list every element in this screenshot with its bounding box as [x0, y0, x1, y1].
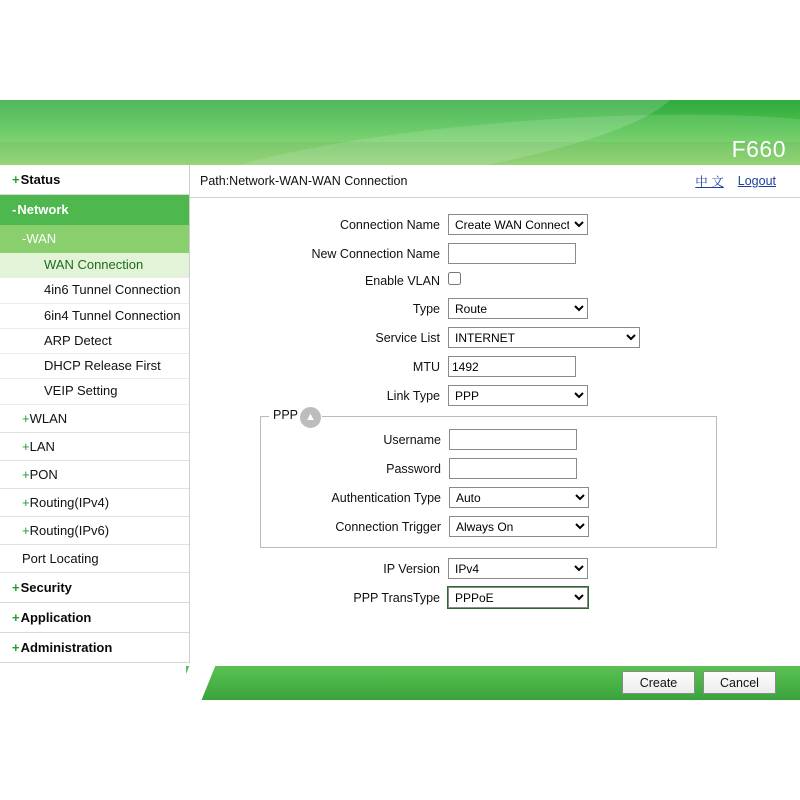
username-input[interactable]	[449, 429, 577, 450]
service-list-select[interactable]	[448, 327, 640, 348]
authentication-type-select[interactable]	[449, 487, 589, 508]
sidebar-item-status[interactable]	[0, 165, 189, 195]
row-type	[190, 298, 800, 319]
sidebar-item-label: WAN	[26, 231, 57, 246]
main-body	[0, 165, 800, 666]
sidebar-item-label: PON	[29, 466, 58, 482]
label-ip-version: IP Version	[383, 561, 440, 576]
row-link-type	[190, 385, 800, 406]
router-admin-window	[0, 100, 800, 700]
password-input[interactable]	[449, 458, 577, 479]
minus-icon: -	[12, 202, 17, 217]
sidebar-item-dhcp-release-first[interactable]: DHCP Release First	[0, 354, 189, 379]
content-area	[190, 165, 800, 666]
row-connection-trigger	[261, 516, 716, 537]
footer-left-white	[0, 666, 186, 700]
ppp-settings-group	[260, 408, 717, 548]
row-ppp-transtype	[190, 587, 800, 608]
row-enable-vlan	[190, 272, 800, 290]
sidebar-item-port-locating[interactable]: Port Locating	[0, 545, 189, 573]
sidebar-navigation	[0, 165, 190, 663]
label-link-type: Link Type	[386, 388, 440, 403]
sidebar-item-network[interactable]	[0, 195, 189, 225]
plus-icon: +	[22, 410, 30, 426]
label-authentication-type: Authentication Type	[331, 490, 441, 505]
sidebar-item-application[interactable]	[0, 603, 189, 633]
new-connection-name-input[interactable]	[448, 243, 576, 264]
sidebar-item-label: Network	[17, 202, 69, 217]
footer-bar	[0, 666, 800, 700]
row-service-list	[190, 327, 800, 348]
sidebar-item-administration[interactable]	[0, 633, 189, 663]
label-type: Type	[412, 301, 440, 316]
plus-icon: +	[12, 172, 20, 187]
cancel-button[interactable]: Cancel	[703, 671, 776, 694]
sidebar-item-lan[interactable]	[0, 433, 189, 461]
sidebar-item-routing-ipv6[interactable]	[0, 517, 189, 545]
ppp-group-legend: PPP	[269, 408, 302, 422]
page-banner	[0, 100, 800, 165]
language-switch-link[interactable]: 中 文	[695, 175, 724, 189]
sidebar-item-label: Security	[20, 579, 72, 595]
row-ip-version	[190, 558, 800, 579]
row-password	[261, 458, 716, 479]
sidebar-item-label: Status	[20, 172, 61, 187]
create-button[interactable]: Create	[622, 671, 695, 694]
sidebar-item-label: Routing(IPv6)	[29, 522, 110, 538]
sidebar-item-wan[interactable]	[0, 225, 189, 253]
plus-icon: +	[22, 438, 30, 454]
plus-icon: +	[12, 609, 20, 625]
connection-trigger-select[interactable]	[449, 516, 589, 537]
label-mtu: MTU	[412, 359, 440, 374]
footer-buttons	[622, 671, 776, 694]
label-new-connection-name: New Connection Name	[311, 246, 440, 261]
sidebar-item-label: WLAN	[29, 410, 68, 426]
plus-icon: +	[12, 579, 20, 595]
plus-icon: +	[12, 639, 20, 655]
breadcrumb-bar	[190, 165, 800, 198]
sidebar-item-routing-ipv4[interactable]	[0, 489, 189, 517]
plus-icon: +	[22, 522, 30, 538]
device-model-label: F660	[731, 136, 786, 162]
wan-connection-form	[190, 198, 800, 608]
sidebar-item-wlan[interactable]	[0, 405, 189, 433]
sidebar-item-arp-detect[interactable]: ARP Detect	[0, 329, 189, 354]
label-connection-trigger: Connection Trigger	[335, 519, 441, 534]
label-username: Username	[383, 432, 441, 447]
ip-version-select[interactable]	[448, 558, 588, 579]
label-connection-name: Connection Name	[339, 217, 440, 232]
pathbar-actions	[695, 172, 776, 190]
type-select[interactable]	[448, 298, 588, 319]
minus-icon: -	[22, 231, 27, 246]
row-connection-name	[190, 214, 800, 235]
sidebar-item-security[interactable]	[0, 573, 189, 603]
breadcrumb: Path:Network-WAN-WAN Connection	[200, 174, 408, 188]
label-service-list: Service List	[375, 330, 440, 345]
label-ppp-transtype: PPP TransType	[353, 590, 440, 605]
sidebar-item-label: Administration	[20, 639, 113, 655]
sidebar-item-label: Routing(IPv4)	[29, 494, 110, 510]
mtu-input[interactable]	[448, 356, 576, 377]
ppp-transtype-select[interactable]	[448, 587, 588, 608]
sidebar-item-6in4-tunnel-connection[interactable]: 6in4 Tunnel Connection	[0, 304, 189, 329]
sidebar-item-pon[interactable]	[0, 461, 189, 489]
banner-decoration-3	[0, 142, 800, 165]
row-mtu	[190, 356, 800, 377]
label-enable-vlan: Enable VLAN	[364, 274, 440, 288]
sidebar-item-veip-setting[interactable]: VEIP Setting	[0, 379, 189, 404]
logout-link[interactable]: Logout	[737, 174, 776, 188]
row-new-connection-name	[190, 243, 800, 264]
enable-vlan-checkbox[interactable]	[448, 272, 461, 285]
sidebar-item-4in6-tunnel-connection[interactable]: 4in6 Tunnel Connection	[0, 278, 189, 303]
link-type-select[interactable]	[448, 385, 588, 406]
row-username	[261, 429, 716, 450]
sidebar-item-label: Application	[20, 609, 92, 625]
connection-name-select[interactable]	[448, 214, 588, 235]
chevron-up-icon[interactable]: ▲	[299, 406, 322, 429]
label-password: Password	[386, 461, 441, 476]
plus-icon: +	[22, 466, 30, 482]
row-authentication-type	[261, 487, 716, 508]
sidebar-item-wan-connection[interactable]: WAN Connection	[0, 253, 189, 278]
plus-icon: +	[22, 494, 30, 510]
sidebar-item-label: LAN	[29, 438, 55, 454]
